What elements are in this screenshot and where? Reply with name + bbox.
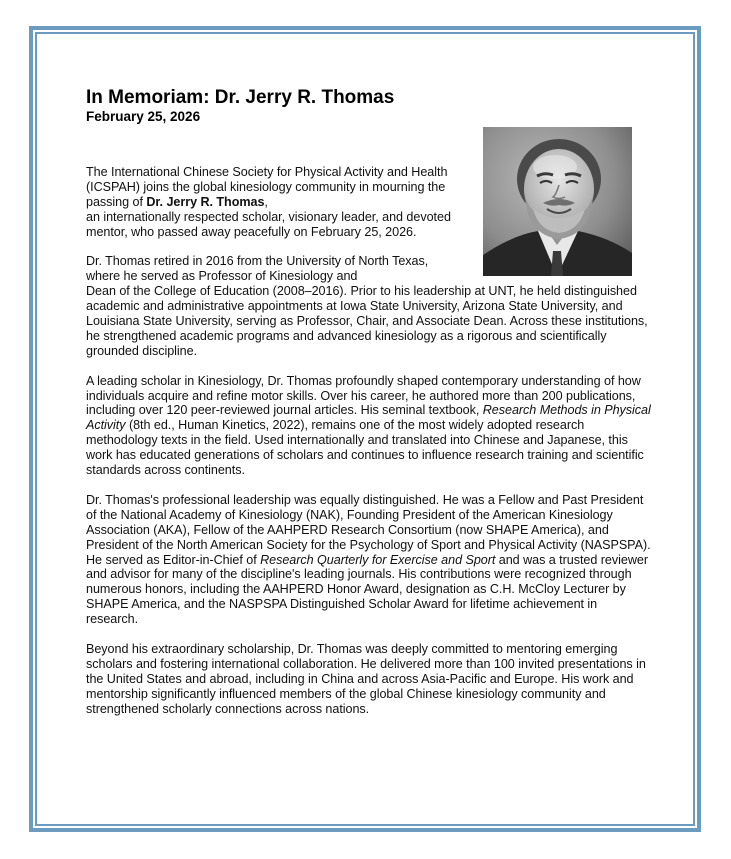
memorial-date: February 25, 2026 — [86, 109, 201, 124]
journal-title: Research Quarterly for Exercise and Sport — [260, 552, 496, 567]
memorial-header — [86, 87, 646, 125]
memorial-body — [86, 165, 651, 731]
scholarship-text: A leading scholar in Kinesiology, Dr. Thomas profoundly shaped contemporary understanding of how individuals acquire and refine motor skills. Over his career, he authored more than 200 publications, including over 120 peer-reviewed journal articles. His seminal textbook, — [86, 373, 641, 418]
textbook-title: Research Methods in Physical Activity — [86, 403, 651, 433]
intro-text: The International Chinese Society for Physical Activity and Health (ICSPAH) joins the global kinesiology community in mourning the passing of — [86, 165, 448, 209]
leadership-text-cont: and was a trusted reviewer and advisor for many of the discipline's leading journals. His contributions were recognized through numerous honors, including the AAHPERD Honor Award, designation as C.H. McCloy Lecturer by SHAPE America, and the NASPSPA Distinguished Scholar Award for lifetime achievement in research. — [86, 552, 648, 627]
paragraph-intro — [86, 165, 461, 240]
scholarship-text-cont: (8th ed., Human Kinetics, 2022), remains one of the most widely adopted research methodology texts in the field. Used internationally and translated into Chinese and Japanese, this work has educated generations of scholars and continues to influence research training and scientific standards across continents. — [86, 418, 644, 478]
intro-comma: , — [264, 194, 268, 209]
mentorship-text: Beyond his extraordinary scholarship, Dr. Thomas was deeply committed to mentoring emerging scholars and fostering international collaboration. He delivered more than 100 invited presentations in the United States and abroad, including in China and across Asia-Pacific and Europe. His work and mentorship significantly influenced members of the global Chinese kinesiology community and strengthened scholarly connections across nations. — [86, 641, 646, 716]
paragraph-career — [86, 254, 651, 358]
paragraph-mentorship — [86, 642, 651, 717]
leadership-text: Dr. Thomas's professional leadership was equally distinguished. He was a Fellow and Past President of the National Academy of Kinesiology (NAK), Founding President of the American Kinesiology Association (AKA), Fellow of the AAHPERD Research Consortium (now SHAPE America), and President of the North American Society for the Psychology of Sport and Physical Activity (NASPSPA). He served as Editor-in-Chief of — [86, 492, 651, 567]
career-text: Dean of the College of Education (2008–2016). Prior to his leadership at UNT, he held distinguished academic and administrative appointments at Iowa State University, Arizona State University, and Louisiana State University, serving as Professor, Chair, and Associate Dean. Across these institutions, he strengthened academic programs and advanced kinesiology as a rigorous and scientifically grounded discipline. — [86, 284, 648, 358]
career-text-wrapped: Dr. Thomas retired in 2016 from the University of North Texas, where he served as Professor of Kinesiology and — [86, 254, 429, 284]
honoree-name: Dr. Jerry R. Thomas — [146, 194, 265, 209]
paragraph-scholarship — [86, 374, 651, 478]
paragraph-leadership — [86, 493, 651, 627]
intro-continuation: an internationally respected scholar, visionary leader, and devoted mentor, who passed away peacefully on February 25, 2026. — [86, 209, 451, 239]
page-title: In Memoriam: Dr. Jerry R. Thomas — [86, 87, 395, 108]
